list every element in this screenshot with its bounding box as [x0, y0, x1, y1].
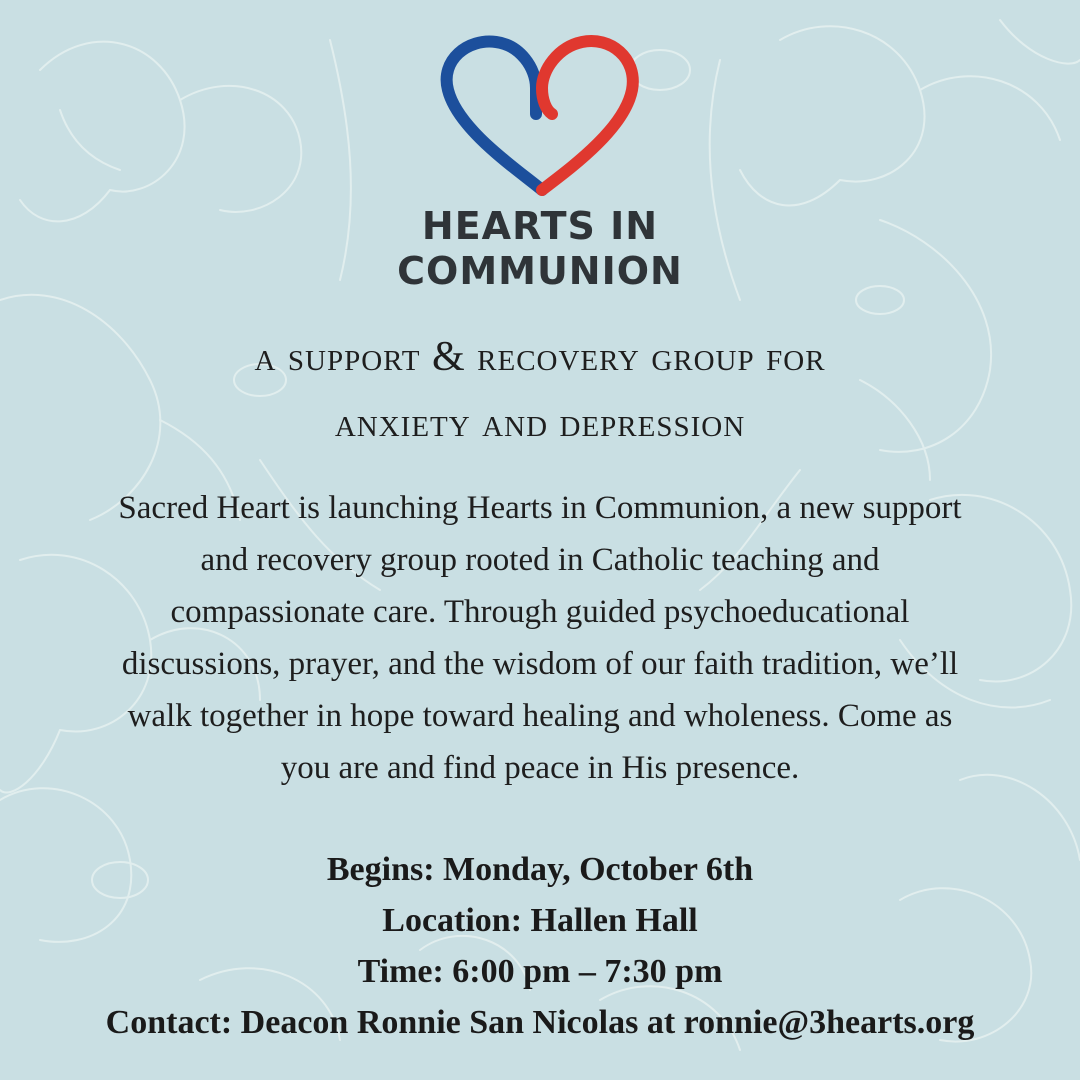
headline-line2: anxiety and depression	[334, 400, 746, 446]
description-line: Sacred Heart is launching Hearts in Communion, a new support	[118, 490, 962, 526]
description-line: you are and find peace in His presence.	[280, 750, 800, 786]
headline-line1: a support & recovery group for	[254, 334, 826, 380]
logo-title-line2: COMMUNION	[397, 249, 683, 293]
contact: Contact: Deacon Ronnie San Nicolas at ronnie@3hearts.org	[105, 1004, 975, 1041]
begins-date: Begins: Monday, October 6th	[326, 851, 754, 888]
location: Location: Hallen Hall	[382, 902, 698, 939]
description-line: compassionate care. Through guided psychoeducational	[170, 594, 910, 630]
description-line: walk together in hope toward healing and wholeness. Come as	[127, 698, 953, 734]
heart-icon	[438, 30, 642, 202]
time: Time: 6:00 pm – 7:30 pm	[357, 953, 723, 990]
description-line: discussions, prayer, and the wisdom of our faith tradition, we’ll	[121, 646, 959, 682]
description-line: and recovery group rooted in Catholic teaching and	[200, 542, 880, 578]
logo-title-line1: HEARTS IN	[421, 204, 659, 248]
